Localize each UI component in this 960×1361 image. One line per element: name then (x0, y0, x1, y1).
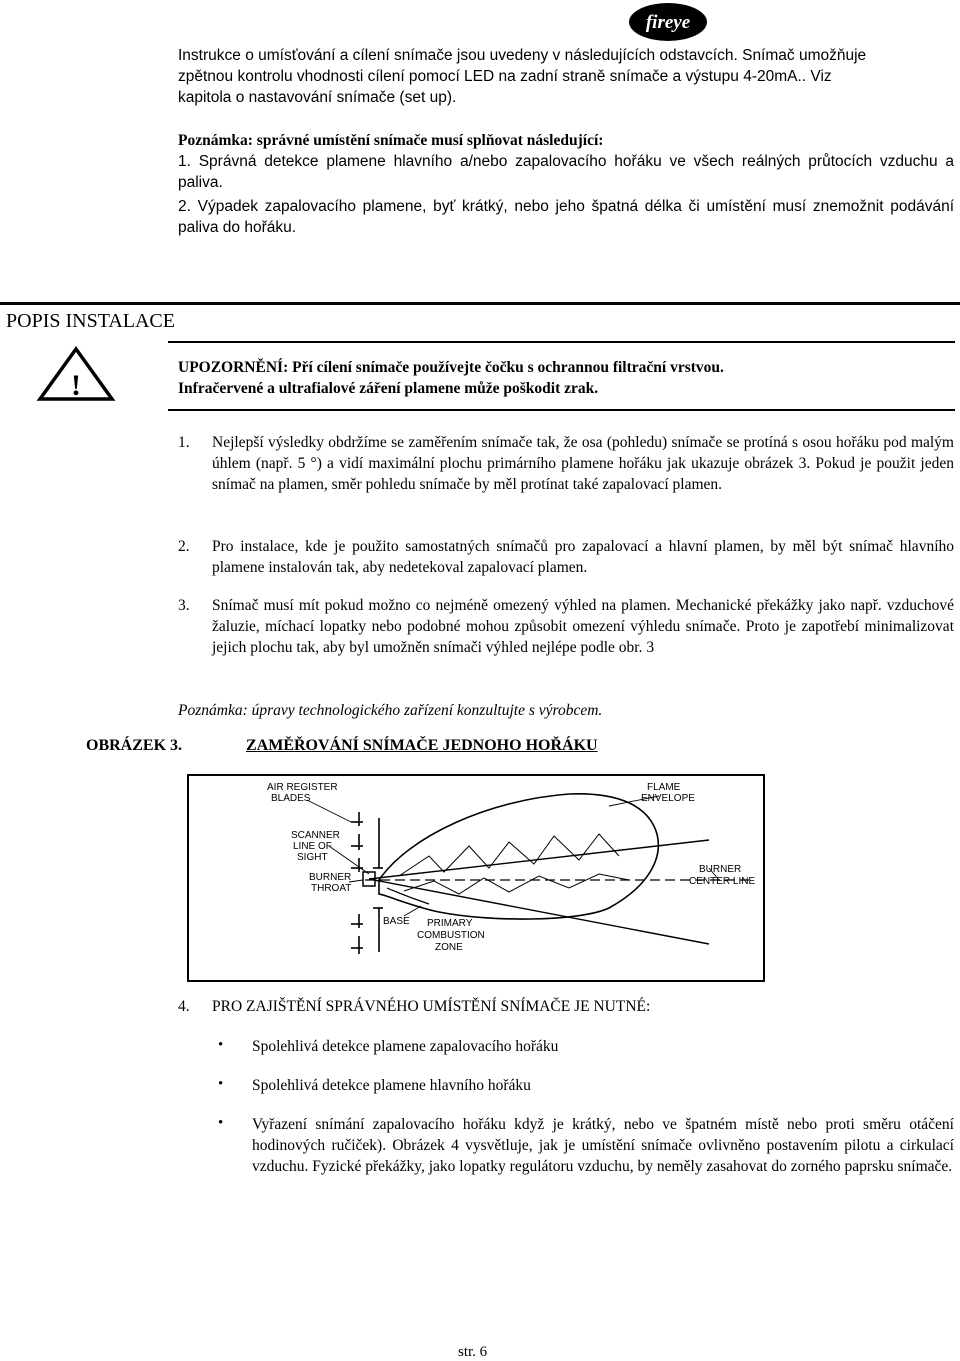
item-4-title: PRO ZAJIŠTĚNÍ SPRÁVNÉHO UMÍSTĚNÍ SNÍMAČE JE NUTNÉ: (212, 998, 651, 1015)
section-rule-top (0, 302, 960, 305)
label-air-register: AIR REGISTER (267, 782, 338, 793)
label-primary-3: ZONE (435, 942, 463, 953)
figure-title: ZAMĚŘOVÁNÍ SNÍMAČE JEDNOHO HOŘÁKU (246, 737, 598, 754)
note-title: Poznámka: správné umístění snímače musí splňovat následující: (178, 132, 604, 149)
label-primary-2: COMBUSTION (417, 930, 485, 941)
item-text: Snímač musí mít pokud možno co nejméně omezený výhled na plamen. Mechanické překážky jako např. vzduchové žaluzie, míchací lopatky nebo podobné mohou způsobit omezení výhledu snímače. Proto je zapotřebí minimalizovat jejich plochu tak, aby byl umožněn snímači výhled nejlépe podle obr. 3 (212, 597, 954, 656)
burner-diagram-svg (189, 776, 763, 980)
intro-line-3: kapitola o nastavování snímače (set up). (178, 89, 457, 106)
scanner-line-of-sight (369, 840, 709, 879)
warning-line-2: Infračervené a ultrafialové záření plamene může poškodit zrak. (178, 380, 599, 397)
intro-line-1: Instrukce o umísťování a cílení snímače jsou uvedeny v následujících odstavcích. Snímač umožňuje (178, 47, 867, 64)
bullet-text: Spolehlivá detekce plamene hlavního hořáku (252, 1077, 531, 1094)
intro-paragraph (178, 45, 956, 108)
figure-label: OBRÁZEK 3. (86, 737, 183, 754)
label-flame: FLAME (647, 782, 681, 793)
warning-icon (36, 345, 116, 403)
requirement-2: 2. Výpadek zapalovacího plamene, byť krátký, nebo jeho špatná délka či umístění musí znemožnit podávání paliva do hořáku. (178, 198, 954, 236)
intro-line-2: zpětnou kontrolu vhodnosti cílení pomocí LED na zadní straně snímače a výstupu 4-20mA.. Viz (178, 68, 832, 85)
note-consult: Poznámka: úpravy technologického zařízení konzultujte s výrobcem. (178, 702, 603, 719)
label-primary: PRIMARY (427, 918, 473, 929)
label-throat: BURNER (309, 872, 352, 883)
air-register-blades (351, 812, 363, 954)
label-base: BASE (383, 916, 410, 927)
bullet-text: Spolehlivá detekce plamene zapalovacího hořáku (252, 1038, 559, 1055)
item-4-number: 4. (178, 998, 190, 1015)
label-air-register-2: BLADES (271, 793, 311, 804)
item-number: 2. (178, 538, 190, 555)
item-number: 3. (178, 597, 190, 614)
label-centerline: BURNER (699, 864, 742, 875)
requirement-1: 1. Správná detekce plamene hlavního a/nebo zapalovacího hořáku ve všech reálných průtocích vzduchu a paliva. (178, 153, 954, 191)
logo-text: fireye (645, 12, 691, 33)
warning-line-1: UPOZORNĚNÍ: Pří cílení snímače používejte čočku s ochrannou filtrační vrstvou. (178, 359, 724, 376)
bullet-text: Vyřazení snímání zapalovacího hořáku když je krátký, nebo ve špatném místě nebo proti směru otáčení hodinových ručiček). Obrázek 4 vysvětluje, jak je umístění snímače ovlivněno postavením pilotu a cirkulací vzduchu. Fyzické překážky, jako lopatky regulátoru vzduchu, by neměly zasahovat do zorného paprsku snímače. (252, 1116, 954, 1175)
fireye-logo (628, 2, 708, 42)
svg-text:!: ! (71, 369, 81, 402)
bullet-dot: • (218, 1076, 224, 1092)
item-number: 1. (178, 434, 190, 451)
primary-zone (387, 888, 429, 904)
flame-envelope (379, 794, 658, 919)
bullet-dot: • (218, 1037, 224, 1053)
flame-hatching (399, 834, 629, 894)
label-flame-2: ENVELOPE (641, 793, 695, 804)
label-throat-2: THROAT (311, 883, 352, 894)
label-centerline-2: CENTER LINE (689, 876, 756, 887)
page-number: str. 6 (458, 1344, 488, 1360)
label-scanner-3: SIGHT (297, 852, 328, 863)
label-scanner-2: LINE OF (293, 841, 332, 852)
item-text: Nejlepší výsledky obdržíme se zaměřením snímače tak, že osa (pohledu) snímače se protíná s osou hořáku pod malým úhlem (např. 5 °) a vidí maximální plochu primárního plamene hořáku jak ukazuje obrázek 3. Pokud je použit jeden snímač na plamen, směr pohledu snímače by měl protínat také zapalovací plamen. (212, 434, 954, 493)
label-scanner: SCANNER (291, 830, 340, 841)
item-text: Pro instalace, kde je použito samostatných snímačů pro zapalovací a hlavní plamen, by měl být snímač hlavního plamene instalován tak, aby nedetekoval zapalovací plamen. (212, 538, 954, 576)
burner-diagram (187, 774, 765, 982)
bullet-dot: • (218, 1115, 224, 1131)
section-title: POPIS INSTALACE (6, 310, 175, 332)
